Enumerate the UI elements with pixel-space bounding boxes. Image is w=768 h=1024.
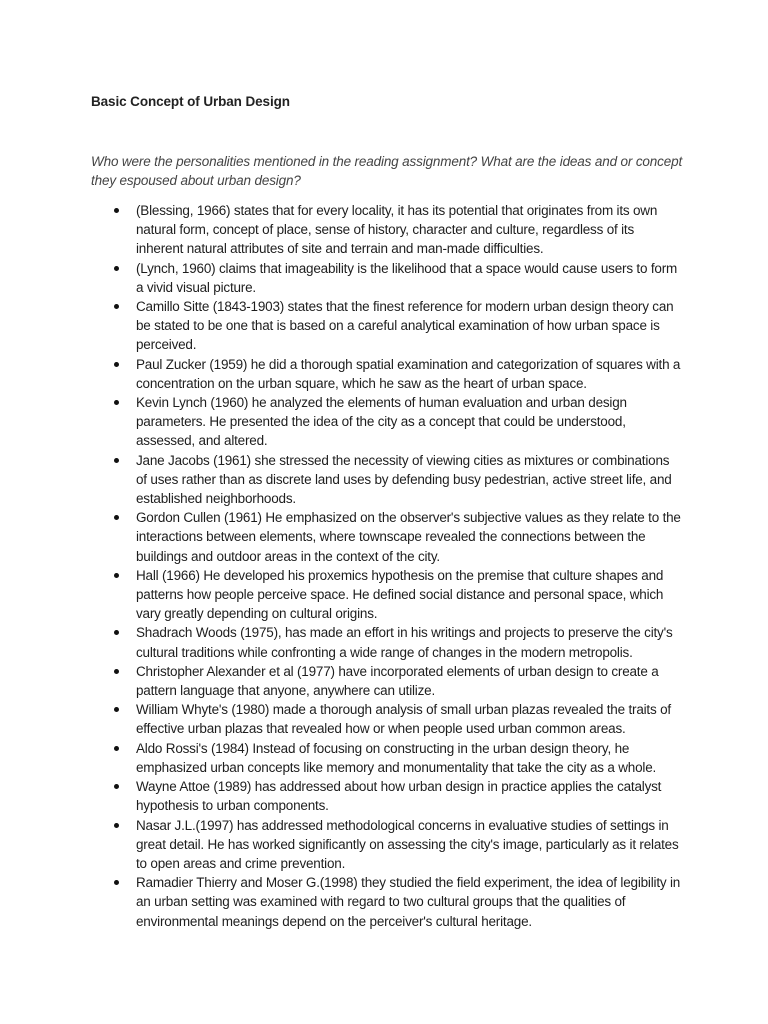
bullet-dot-icon <box>114 515 119 520</box>
bullet-dot-icon <box>114 458 119 463</box>
list-item <box>0 662 681 700</box>
list-item <box>0 739 681 777</box>
list-item-text: Kevin Lynch (1960) he analyzed the elements of human evaluation and urban design parameters. He presented the idea of the city as a concept that could be understood, assessed, and altered. <box>136 395 627 449</box>
list-item-text: Paul Zucker (1959) he did a thorough spatial examination and categorization of squares with a concentration on the urban square, which he saw as the heart of urban space. <box>136 356 681 391</box>
bullet-dot-icon <box>114 880 119 885</box>
bullet-dot-icon <box>114 823 119 828</box>
bullet-dot-icon <box>114 630 119 635</box>
list-item <box>0 259 681 297</box>
list-item-text: Hall (1966) He developed his proxemics hypothesis on the premise that culture shapes and patterns how people perceive space. He defined social distance and personal space, which vary greatly depending on cultural origins. <box>136 567 664 622</box>
list-item-text: Shadrach Woods (1975), has made an effort in his writings and projects to preserve the city's cultural traditions while confronting a wide range of changes in the modern metropolis. <box>136 625 673 660</box>
list-item <box>0 700 681 738</box>
list-item <box>0 816 681 874</box>
list-item <box>0 777 681 815</box>
bullet-dot-icon <box>114 266 119 271</box>
bullet-list <box>0 201 768 931</box>
list-item <box>0 297 681 355</box>
list-item-text: Ramadier Thierry and Moser G.(1998) they studied the field experiment, the idea of legibility in an urban setting was examined with regard to two cultural groups that the qualities of environmental meanings depend on the perceiver's cultural heritage. <box>136 875 681 929</box>
bullet-dot-icon <box>114 208 119 213</box>
bullet-dot-icon <box>114 573 119 578</box>
list-item-text: Gordon Cullen (1961) He emphasized on the observer's subjective values as they relate to the interactions between elements, where townscape revealed the connections between the buildings and outdoor areas in the context of the city. <box>136 510 681 564</box>
list-item-text: William Whyte's (1980) made a thorough analysis of small urban plazas revealed the traits of effective urban plazas that revealed how or when people used urban common areas. <box>136 702 671 737</box>
bullet-dot-icon <box>114 746 119 751</box>
bullet-dot-icon <box>114 707 119 712</box>
bullet-dot-icon <box>114 304 119 309</box>
list-item-text: Jane Jacobs (1961) she stressed the necessity of viewing cities as mixtures or combinations of uses rather than as discrete land uses by defending busy pedestrian, active street life, and established neighborhoods. <box>136 452 672 507</box>
question-text: Who were the personalities mentioned in the reading assignment? What are the ideas and or concept they espoused about urban design? <box>91 154 683 188</box>
list-item <box>0 623 681 661</box>
list-item-text: Nasar J.L.(1997) has addressed methodological concerns in evaluative studies of settings in great detail. He has worked significantly on assessing the city's image, particularly as it relates to open areas and crime prevention. <box>136 817 679 871</box>
bullet-dot-icon <box>114 400 119 405</box>
list-item-text: Aldo Rossi's (1984) Instead of focusing on constructing in the urban design theory, he emphasized urban concepts like memory and monumentality that take the city as a whole. <box>136 740 657 775</box>
bullet-dot-icon <box>114 669 119 674</box>
list-item-text: Wayne Attoe (1989) has addressed about how urban design in practice applies the catalyst hypothesis to urban components. <box>136 779 662 814</box>
list-item <box>0 451 681 509</box>
list-item-text: Christopher Alexander et al (1977) have incorporated elements of urban design to create a pattern language that anyone, anywhere can utilize. <box>136 663 659 699</box>
bullet-dot-icon <box>114 784 119 789</box>
list-item <box>0 201 681 259</box>
list-item <box>0 508 681 566</box>
page-title: Basic Concept of Urban Design <box>91 94 290 109</box>
list-item <box>0 355 681 393</box>
list-item-text: (Lynch, 1960) claims that imageability is the likelihood that a space would cause users to form a vivid visual picture. <box>136 260 678 295</box>
list-item-text: (Blessing, 1966) states that for every locality, it has its potential that originates from its own natural form, concept of place, sense of history, character and culture, regardless of its inherent natural attributes of site and terrain and man-made difficulties. <box>136 203 658 257</box>
list-item <box>0 566 681 624</box>
bullet-dot-icon <box>114 362 119 367</box>
list-item-text: Camillo Sitte (1843-1903) states that the finest reference for modern urban design theory can be stated to be one that is based on a careful analytical examination of how urban space is perceived. <box>136 299 674 353</box>
list-item <box>0 393 681 451</box>
list-item <box>0 873 681 931</box>
